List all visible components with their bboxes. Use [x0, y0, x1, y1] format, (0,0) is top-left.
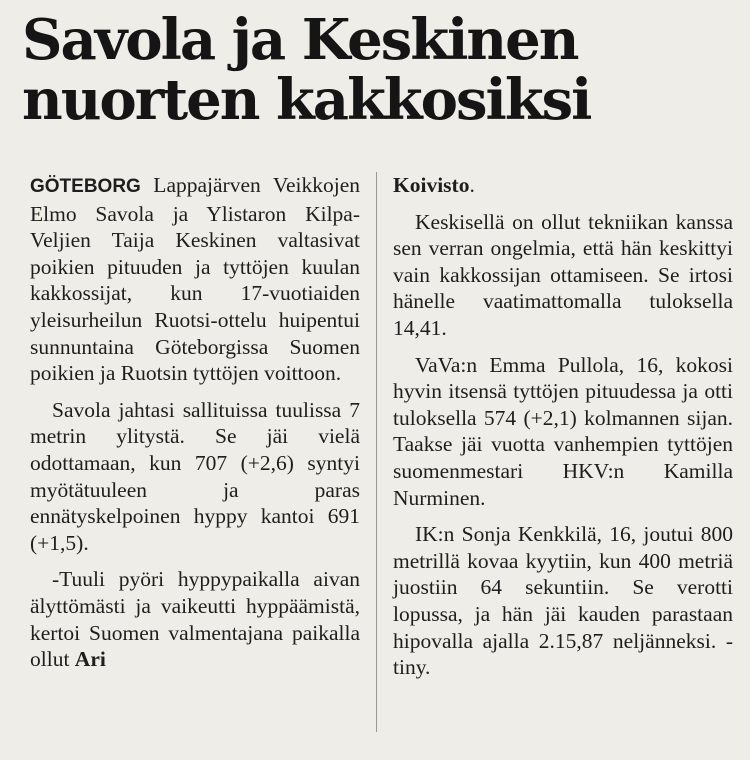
paragraph-4: Keskisellä on ollut tekniikan kanssa sen verran ongelmia, että hän keskittyi vain kakkossijan ottamiseen. Se irtosi hänelle vaatimattomalla tuloksella 14,41. [393, 209, 733, 340]
coach-name-end: Koivisto [393, 173, 470, 197]
paragraph-6: IK:n Sonja Kenkkilä, 16, joutui 800 metrillä kovaa kyytiin, kun 400 metriä juostiin 64 sekuntiin. Se verotti lopussa, ja hän jäi kauden parastaan hipovalla ajalla 2.15,87 neljänneksi. -tiny. [393, 522, 733, 680]
paragraph-3-continued [393, 172, 733, 199]
dateline: GÖTEBORG [30, 176, 141, 197]
article-column-left [30, 172, 360, 683]
paragraph-5: VaVa:n Emma Pullola, 16, kokosi hyvin itsensä tyttöjen pituudessa ja otti tuloksella 574 (+2,1) kolmannen sijan. Taakse jäi vuotta vanhempien tyttöjen suomenmestari HKV:n Kamilla Nurminen. [393, 352, 733, 510]
headline [22, 7, 742, 133]
article-column-right [393, 172, 733, 691]
paragraph-2: Savola jahtasi sallituissa tuulissa 7 metrin ylitystä. Se jäi vielä odottamaan, kun 707 (+2,6) syntyi myötätuuleen ja paras ennätyskelpoinen hyppy kantoi 691 (+1,5). [30, 397, 360, 555]
headline-line-2: nuorten kakkosiksi [22, 67, 591, 133]
coach-name-start: Ari [74, 647, 106, 672]
paragraph-3 [30, 566, 360, 672]
column-divider [376, 172, 377, 732]
lead-text: Lappajärven Veikkojen Elmo Savola ja Ylistaron Kilpa-Veljien Taija Keskinen valtasivat poikien pituuden ja tyttöjen kuulan kakkossijat, kun 17-vuotiaiden yleisurheilun Ruotsi-ottelu huipentui sunnuntaina Göteborgissa Suomen poikien ja Ruotsin tyttöjen voittoon. [30, 173, 360, 386]
quote-end: . [469, 173, 475, 197]
lead-paragraph [30, 172, 360, 387]
headline-line-1: Savola ja Keskinen [22, 7, 578, 73]
quote-text: -Tuuli pyöri hyppypaikalla aivan älyttömästi ja vaikeutti hyppäämistä, kertoi Suomen valmentajana paikalla ollut [30, 567, 360, 672]
